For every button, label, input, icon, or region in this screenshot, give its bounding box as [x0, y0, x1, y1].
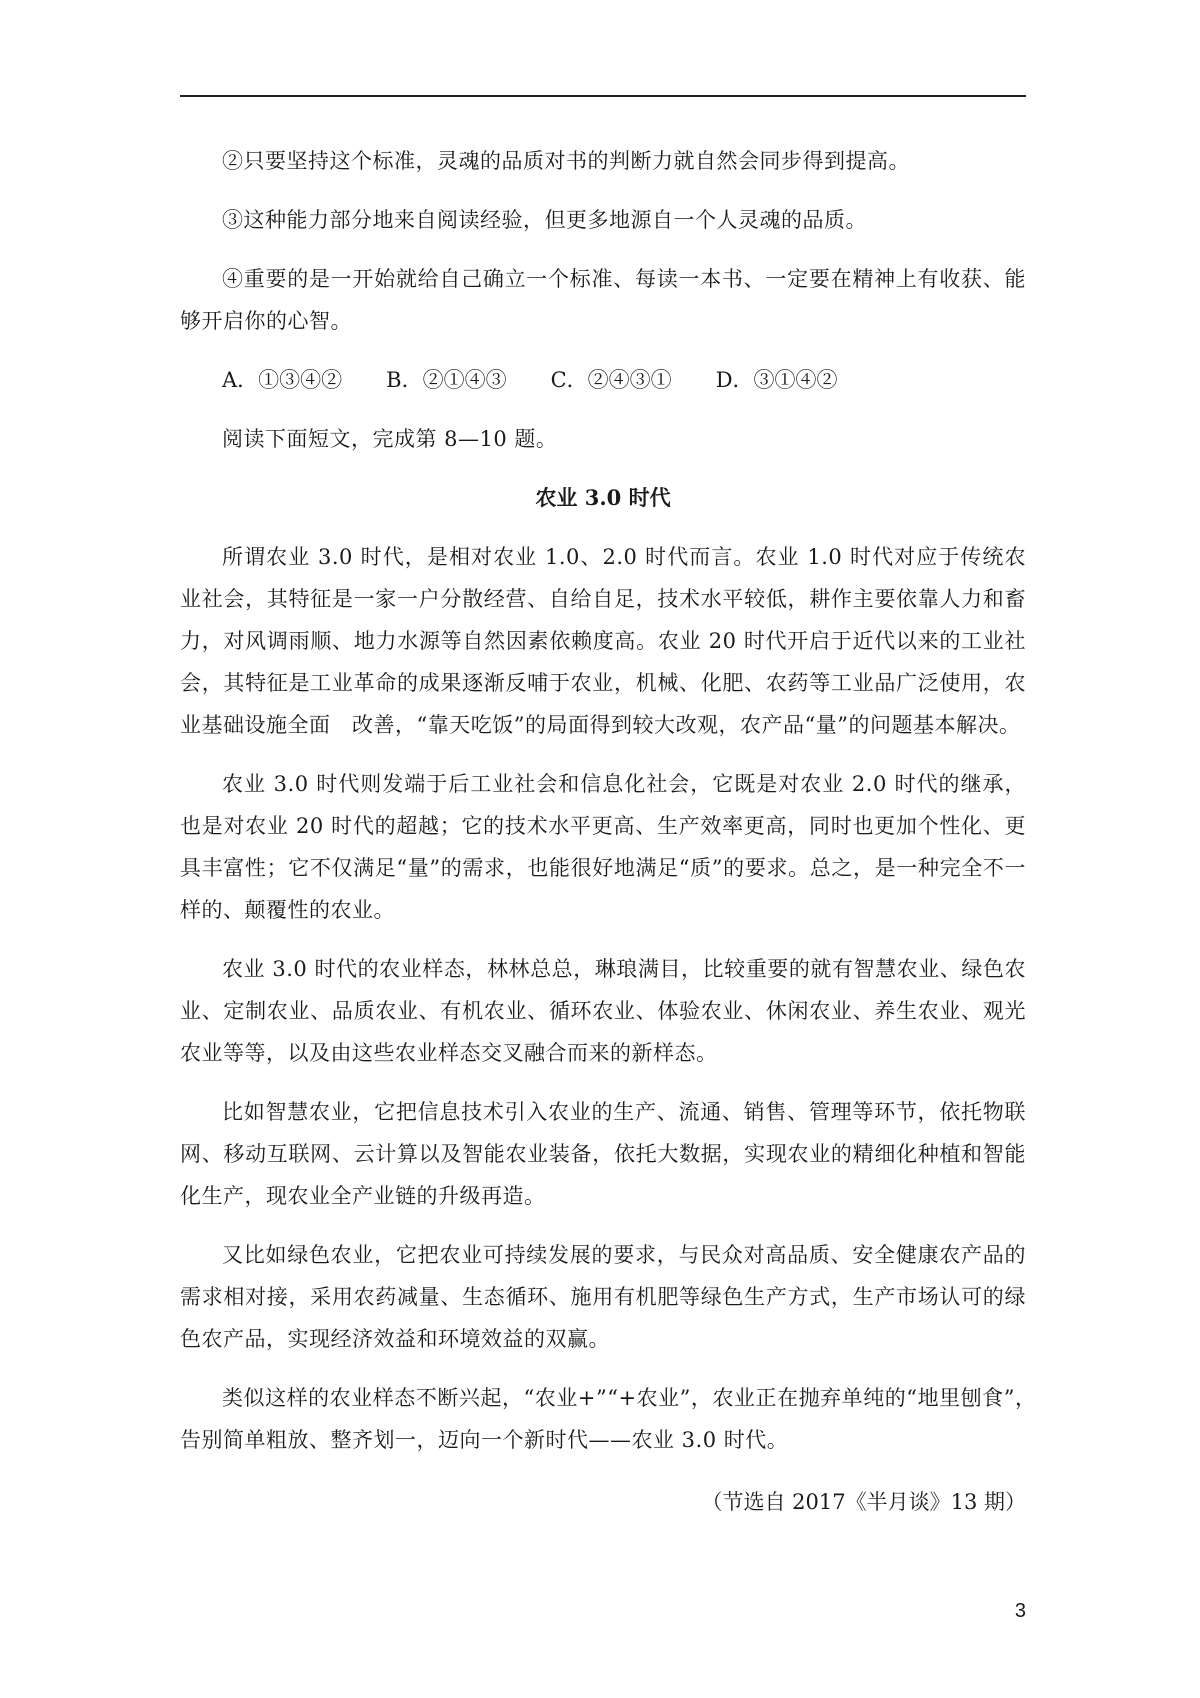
- option-c: C．②④③①: [550, 368, 672, 392]
- article-paragraph-1: 所谓农业 3.0 时代，是相对农业 1.0、2.0 时代而言。农业 1.0 时代对应于传统农业社会，其特征是一家一户分散经营、自给自足，技术水平较低，耕作主要依靠人力和畜力，对风调雨顺、地力水源等自然因素依赖度高。农业 20 时代开启于近代以来的工业社会，其特征是工业革命的成果逐渐反哺于农业，机械、化肥、农药等工业品广泛使用，农业基础设施全面 改善，“靠天吃饭”的局面得到较大改观，农产品“量”的问题基本解决。: [180, 545, 1026, 737]
- header-rule: [180, 95, 1026, 97]
- page-number: 3: [1014, 1600, 1026, 1622]
- question-item-4: ④重要的是一开始就给自己确立一个标准、每读一本书、一定要在精神上有收获、能够开启你的心智。: [180, 267, 1026, 333]
- article-paragraph-4: 比如智慧农业，它把信息技术引入农业的生产、流通、销售、管理等环节，依托物联网、移动互联网、云计算以及智能农业装备，依托大数据，实现农业的精细化种植和智能化生产，现农业全产业链的升级再造。: [180, 1100, 1026, 1208]
- reading-instruction: 阅读下面短文，完成第 8—10 题。: [222, 427, 558, 451]
- option-d: D．③①④②: [715, 368, 838, 392]
- article-paragraph-6: 类似这样的农业样态不断兴起，“农业+”“+农业”，农业正在抛弃单纯的“地里刨食”， 告别简单粗放、整齐划一，迈向一个新时代——农业 3.0 时代。: [180, 1386, 1048, 1452]
- page-content: [180, 140, 1048, 1523]
- question-item-2: ②只要坚持这个标准，灵魂的品质对书的判断力就自然会同步得到提高。: [222, 149, 910, 173]
- question-item-3: ③这种能力部分地来自阅读经验，但更多地源自一个人灵魂的品质。: [222, 208, 867, 232]
- option-b: B．②①④③: [386, 368, 507, 392]
- article-source: （节选自 2017《半月谈》13 期）: [701, 1490, 1026, 1514]
- article-paragraph-2: 农业 3.0 时代则发端于后工业社会和信息化社会，它既是对农业 2.0 时代的继承，也是对农业 20 时代的超越；它的技术水平更高、生产效率更高，同时也更加个性化、更具丰富性；它不仅满足“量”的需求，也能很好地满足“质”的要求。总之，是一种完全不一样的、颠覆性的农业。: [180, 772, 1026, 922]
- option-a: A．①③④②: [222, 368, 343, 392]
- article-title: 农业 3.0 时代: [535, 485, 671, 510]
- article-paragraph-5: 又比如绿色农业，它把农业可持续发展的要求，与民众对高品质、安全健康农产品的需求相对接，采用农药减量、生态循环、施用有机肥等绿色生产方式，生产市场认可的绿色农产品，实现经济效益和环境效益的双赢。: [180, 1243, 1026, 1351]
- answer-options: [180, 359, 1026, 401]
- article-paragraph-3: 农业 3.0 时代的农业样态，林林总总，琳琅满目，比较重要的就有智慧农业、绿色农业、定制农业、品质农业、有机农业、循环农业、体验农业、休闲农业、养生农业、观光农业等等，以及由这些农业样态交叉融合而来的新样态。: [180, 957, 1026, 1065]
